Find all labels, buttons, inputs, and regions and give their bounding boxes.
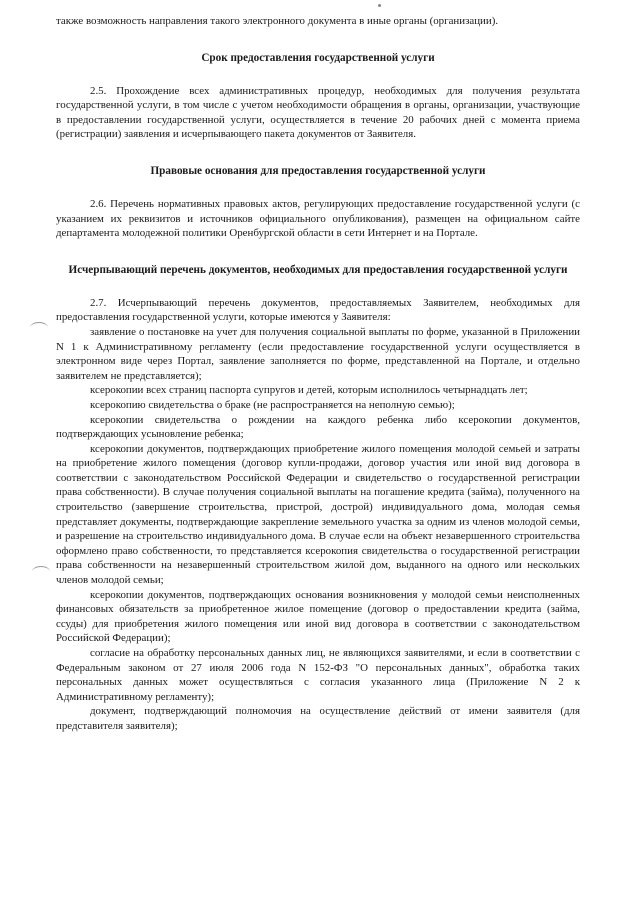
list-item: ксерокопии свидетельства о рождении на каждого ребенка либо ксерокопии документов, подтверждающих усыновление ребенка; bbox=[56, 413, 580, 441]
list-item: ксерокопии документов, подтверждающих основания возникновения у молодой семьи неисполненных финансовых обязательств за приобретенное жилое помещение (договор о предоставлении кредита (займа, ссуды) для приобретения жилого помещения или иной вид договора в соответствии с законодательством Российской Федерации); bbox=[56, 588, 580, 645]
section-title-term: Срок предоставления государственной услуги bbox=[201, 51, 435, 64]
list-item: ксерокопию свидетельства о браке (не распространяется на неполную семью); bbox=[90, 398, 455, 411]
list-item: заявление о постановке на учет для получения социальной выплаты по форме, указанной в Приложении N 1 к Административному регламенту (если предоставление государственной услуги осуществляется в электронном виде через Портал, заявление заполняется по форме, представленной на Портале, и отдельно заявителем не представляется); bbox=[56, 325, 580, 382]
scan-speck bbox=[378, 4, 381, 7]
section-title-documents: Исчерпывающий перечень документов, необходимых для предоставления государственной услуги bbox=[68, 263, 568, 276]
list-item: ксерокопии документов, подтверждающих приобретение жилого помещения молодой семьей и затраты на приобретение жилого помещения (договор купли-продажи, договор участия или иной вид договора в соответствии с законодательством Российской Федерации и свидетельство о государственной регистрации права собственности). В случае получения социальной выплаты на погашение кредита (займа), полученного на строительство (завершение строительства, пристрой, дострой) индивидуального дома, молодая семья представляет документы, подтверждающие закрепление земельного участка за одним из членов молодой семьи, и разрешение на строительство индивидуального дома. В случае если на объект незавершенного строительства оформлено право собственности, то представляется ксерокопия свидетельства о государственной регистрации права собственности на незавершенный строительством жилой дом, выданного на одного или нескольких членов молодой семьи; bbox=[56, 442, 580, 587]
section-title-legal-basis: Правовые основания для предоставления государственной услуги bbox=[150, 164, 486, 177]
intro-text: также возможность направления такого электронного документа в иные органы (организации). bbox=[56, 15, 499, 27]
paragraph-2-7: 2.7. Исчерпывающий перечень документов, предоставляемых Заявителем, необходимых для предоставления государственной услуги, которые имеются у Заявителя: bbox=[56, 296, 580, 324]
paragraph-2-6: 2.6. Перечень нормативных правовых актов, регулирующих предоставление государственной услуги (с указанием их реквизитов и источников официального опубликования), размещен на официальном сайте департамента молодежной политики Оренбургской области в сети Интернет и на Портале. bbox=[56, 197, 580, 240]
document-page bbox=[56, 14, 580, 734]
list-item: согласие на обработку персональных данных лиц, не являющихся заявителями, и если в соответствии с Федеральным законом от 27 июля 2006 года N 152-ФЗ "О персональных данных", обработка таких персональных данных может осуществляться с согласия указанного лица (Приложение N 2 к Административному регламенту); bbox=[56, 647, 580, 703]
paragraph-2-5: 2.5. Прохождение всех административных процедур, необходимых для получения результата государственной услуги, в том числе с учетом необходимости обращения в органы, организации, участвующие в предоставлении государственной услуги, осуществляется в течение 20 рабочих дней с момента приема (регистрации) заявления и исчерпывающего пакета документов от Заявителя. bbox=[56, 84, 580, 141]
list-item: документ, подтверждающий полномочия на осуществление действий от имени заявителя (для представителя заявителя); bbox=[56, 705, 580, 732]
scan-mark bbox=[32, 566, 50, 577]
scan-mark bbox=[30, 322, 48, 333]
list-item: ксерокопии всех страниц паспорта супругов и детей, которым исполнилось четырнадцать лет; bbox=[90, 384, 528, 397]
